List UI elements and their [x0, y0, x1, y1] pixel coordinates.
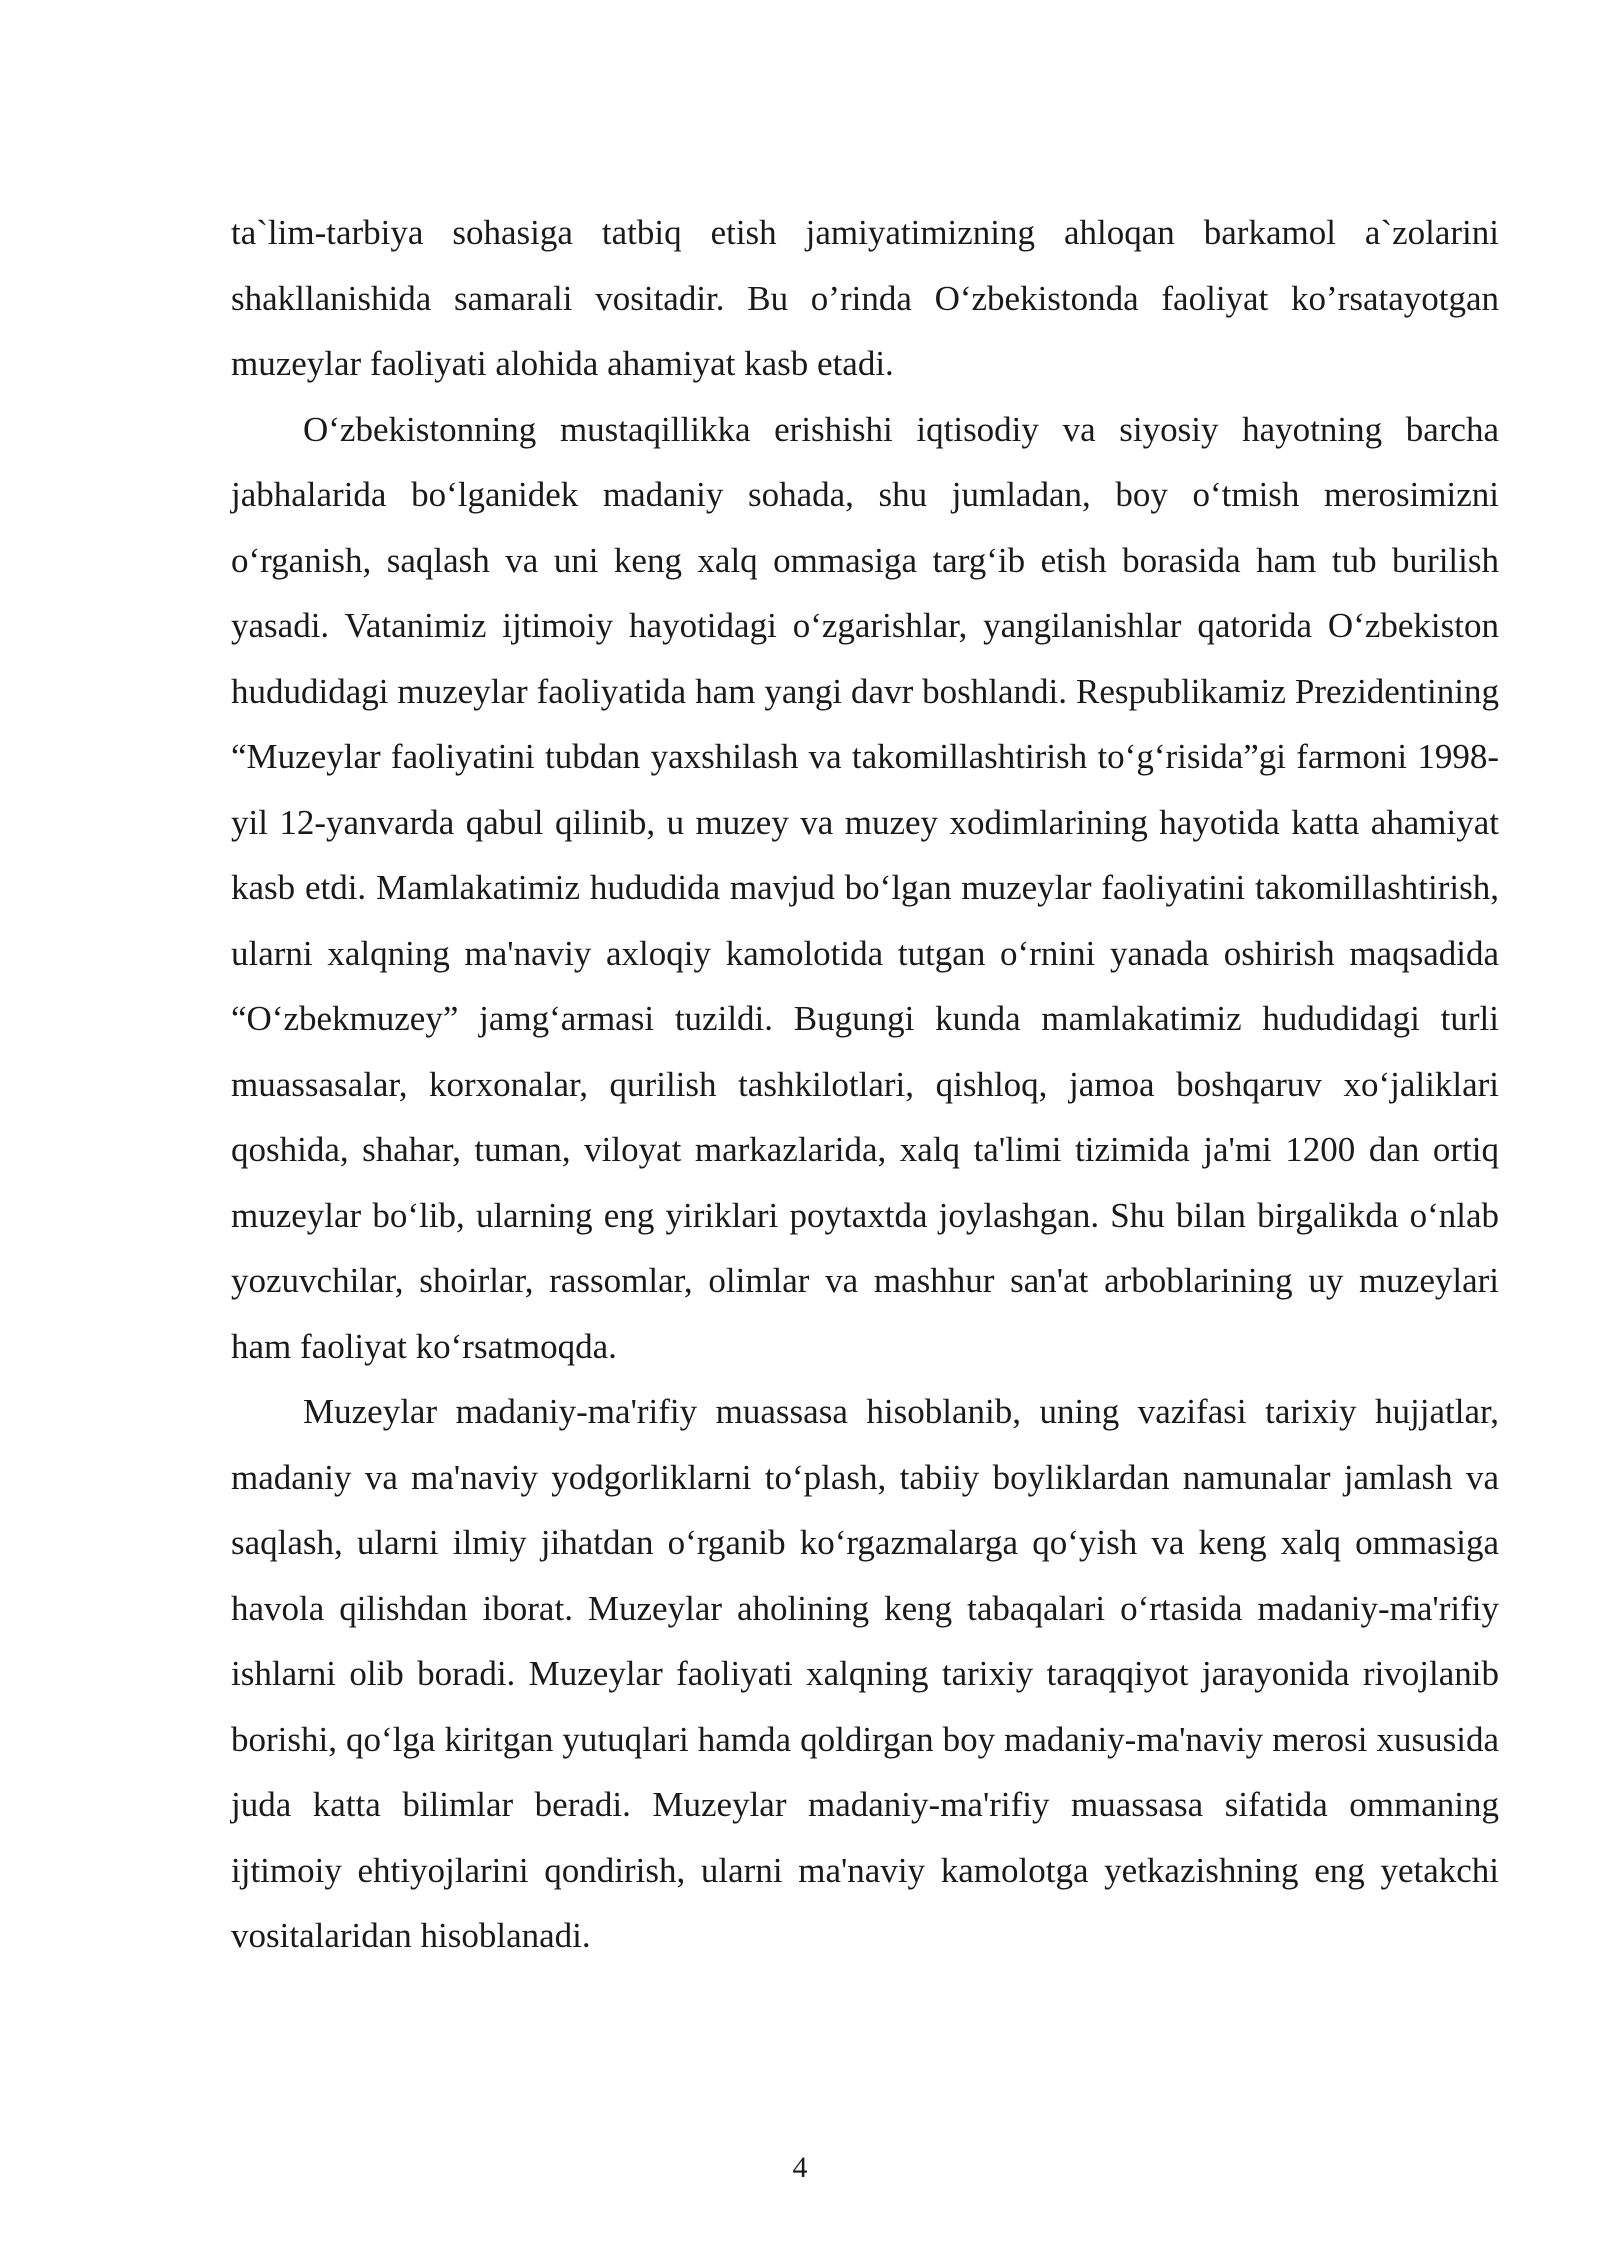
paragraph-independence-museums: O‘zbekistonning mustaqillikka erishishi iqtisodiy va siyosiy hayotning barcha jabhalarida bo‘lganidek madaniy sohada, shu jumladan, boy o‘tmish merosimizni o‘rganish, saqlash va uni keng xalq ommasiga targ‘ib etish borasida ham tub burilish yasadi. Vatanimiz ijtimoiy hayotidagi o‘zgarishlar, yangilanishlar qatorida O‘zbekiston hududidagi muzeylar faoliyatida ham yangi davr boshlandi. Respublikamiz Prezidentining “Muzeylar faoliyatini tubdan yaxshilash va takomillashtirish to‘g‘risida”gi farmoni 1998-yil 12-yanvarda qabul qilinib, u muzey va muzey xodimlarining hayotida katta ahamiyat kasb etdi. Mamlakatimiz hududida mavjud bo‘lgan muzeylar faoliyatini takomillashtirish, ularni xalqning ma'naviy axloqiy kamolotida tutgan o‘rnini yanada oshirish maqsadida “O‘zbekmuzey” jamg‘armasi tuzildi. Bugungi kunda mamlakatimiz hududidagi turli muassasalar, korxonalar, qurilish tashkilotlari, qishloq, jamoa boshqaruv xo‘jaliklari qoshida, shahar, tuman, viloyat markazlarida, xalq ta'limi tizimida ja'mi 1200 dan ortiq muzeylar bo‘lib, ularning eng yiriklari poytaxtda joylashgan. Shu bilan birgalikda o‘nlab yozuvchilar, shoirlar, rassomlar, olimlar va mashhur san'at arboblarining uy muzeylari ham faoliyat ko‘rsatmoqda. [231, 409, 1499, 1366]
paragraph-museum-role: Muzeylar madaniy-ma'rifiy muassasa hisoblanib, uning vazifasi tarixiy hujjatlar, madaniy va ma'naviy yodgorliklarni to‘plash, tabiiy boyliklardan namunalar jamlash va saqlash, ularni ilmiy jihatdan o‘rganib ko‘rgazmalarga qo‘yish va keng xalq ommasiga havola qilishdan iborat. Muzeylar aholining keng tabaqalari o‘rtasida madaniy-ma'rifiy ishlarni olib boradi. Muzeylar faoliyati xalqning tarixiy taraqqiyot jarayonida rivojlanib borishi, qo‘lga kiritgan yutuqlari hamda qoldirgan boy madaniy-ma'naviy merosi xususida juda katta bilimlar beradi. Muzeylar madaniy-ma'rifiy muassasa sifatida ommaning ijtimoiy ehtiyojlarini qondirish, ularni ma'naviy kamolotga yetkazishning eng yetakchi vositalaridan hisoblanadi. [231, 1392, 1499, 1955]
paragraph-continuation: ta`lim-tarbiya sohasiga tatbiq etish jamiyatimizning ahloqan barkamol a`zolarini shakllanishida samarali vositadir. Bu o’rinda O‘zbekistonda faoliyat ko’rsatayotgan muzeylar faoliyati alohida ahamiyat kasb etadi. [231, 213, 1499, 383]
page-number: 4 [792, 2151, 808, 2184]
body-text [231, 200, 1499, 1969]
